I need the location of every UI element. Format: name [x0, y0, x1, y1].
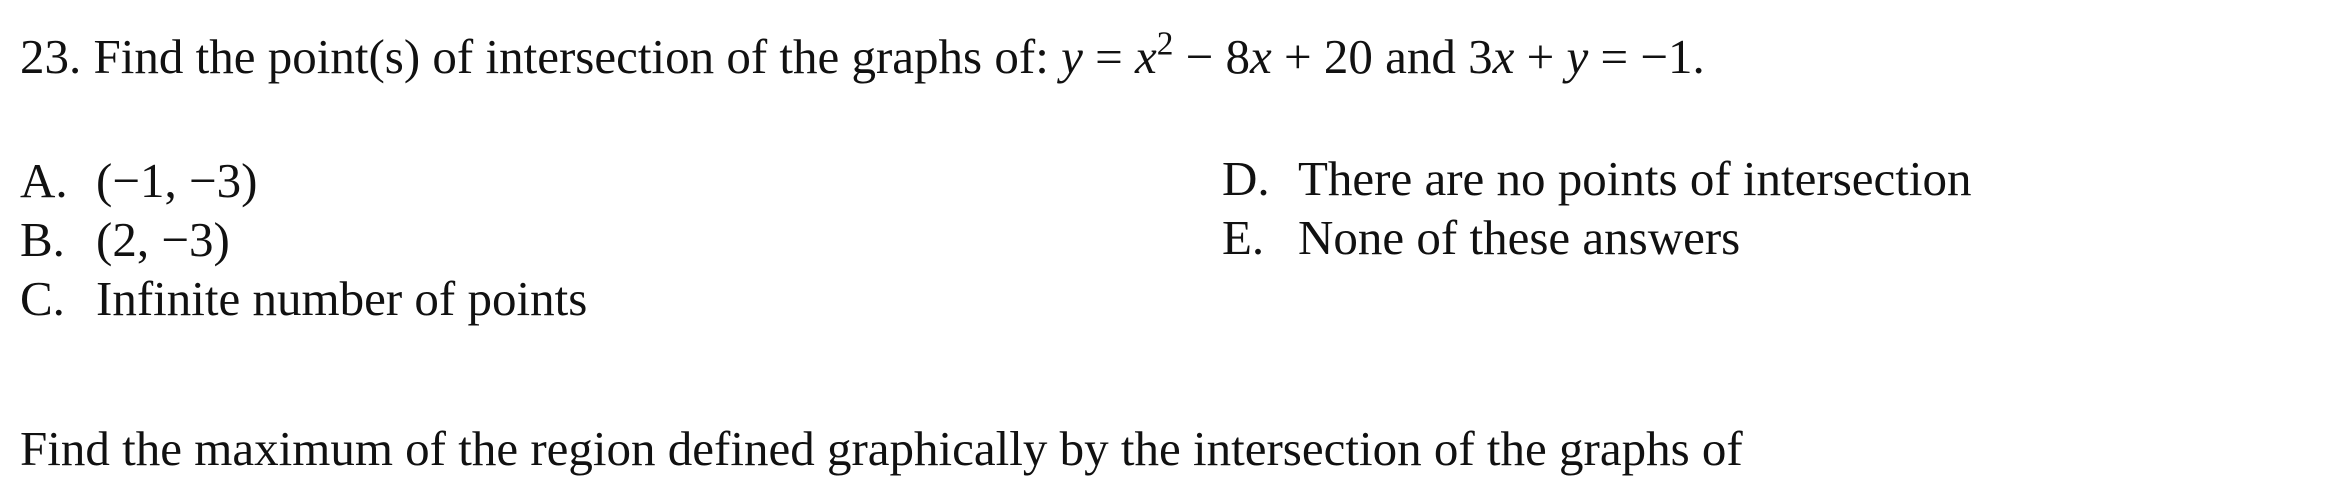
answer-choice-d [1222, 150, 1972, 209]
question-number: 23. [20, 29, 82, 84]
answer-choice-c [20, 270, 587, 329]
connector-and: and [1385, 29, 1456, 84]
choice-letter: E. [1222, 210, 1265, 265]
choice-letter: C. [20, 271, 65, 326]
equation-2: 3x + y = −1. [1468, 29, 1705, 84]
answer-choice-b [20, 211, 230, 270]
choice-text: None of these answers [1298, 210, 1741, 265]
question-text: Find the point(s) of intersection of the graphs of: [93, 29, 1049, 84]
answer-choice-e [1222, 209, 1740, 268]
choice-letter: D. [1222, 151, 1270, 206]
choice-letter: A. [20, 153, 68, 208]
choice-text: (−1, −3) [96, 153, 258, 208]
choice-letter: B. [20, 212, 65, 267]
next-question-fragment: Find the maximum of the region defined graphically by the intersection of the graphs of [20, 421, 1743, 476]
choice-text: There are no points of intersection [1298, 151, 1972, 206]
answer-choice-a [20, 152, 257, 211]
question-23 [20, 25, 1705, 87]
choice-text: Infinite number of points [96, 271, 588, 326]
choice-text: (2, −3) [96, 212, 230, 267]
equation-1: $y = x^2 - 8x + 20$ [1061, 25, 1373, 84]
